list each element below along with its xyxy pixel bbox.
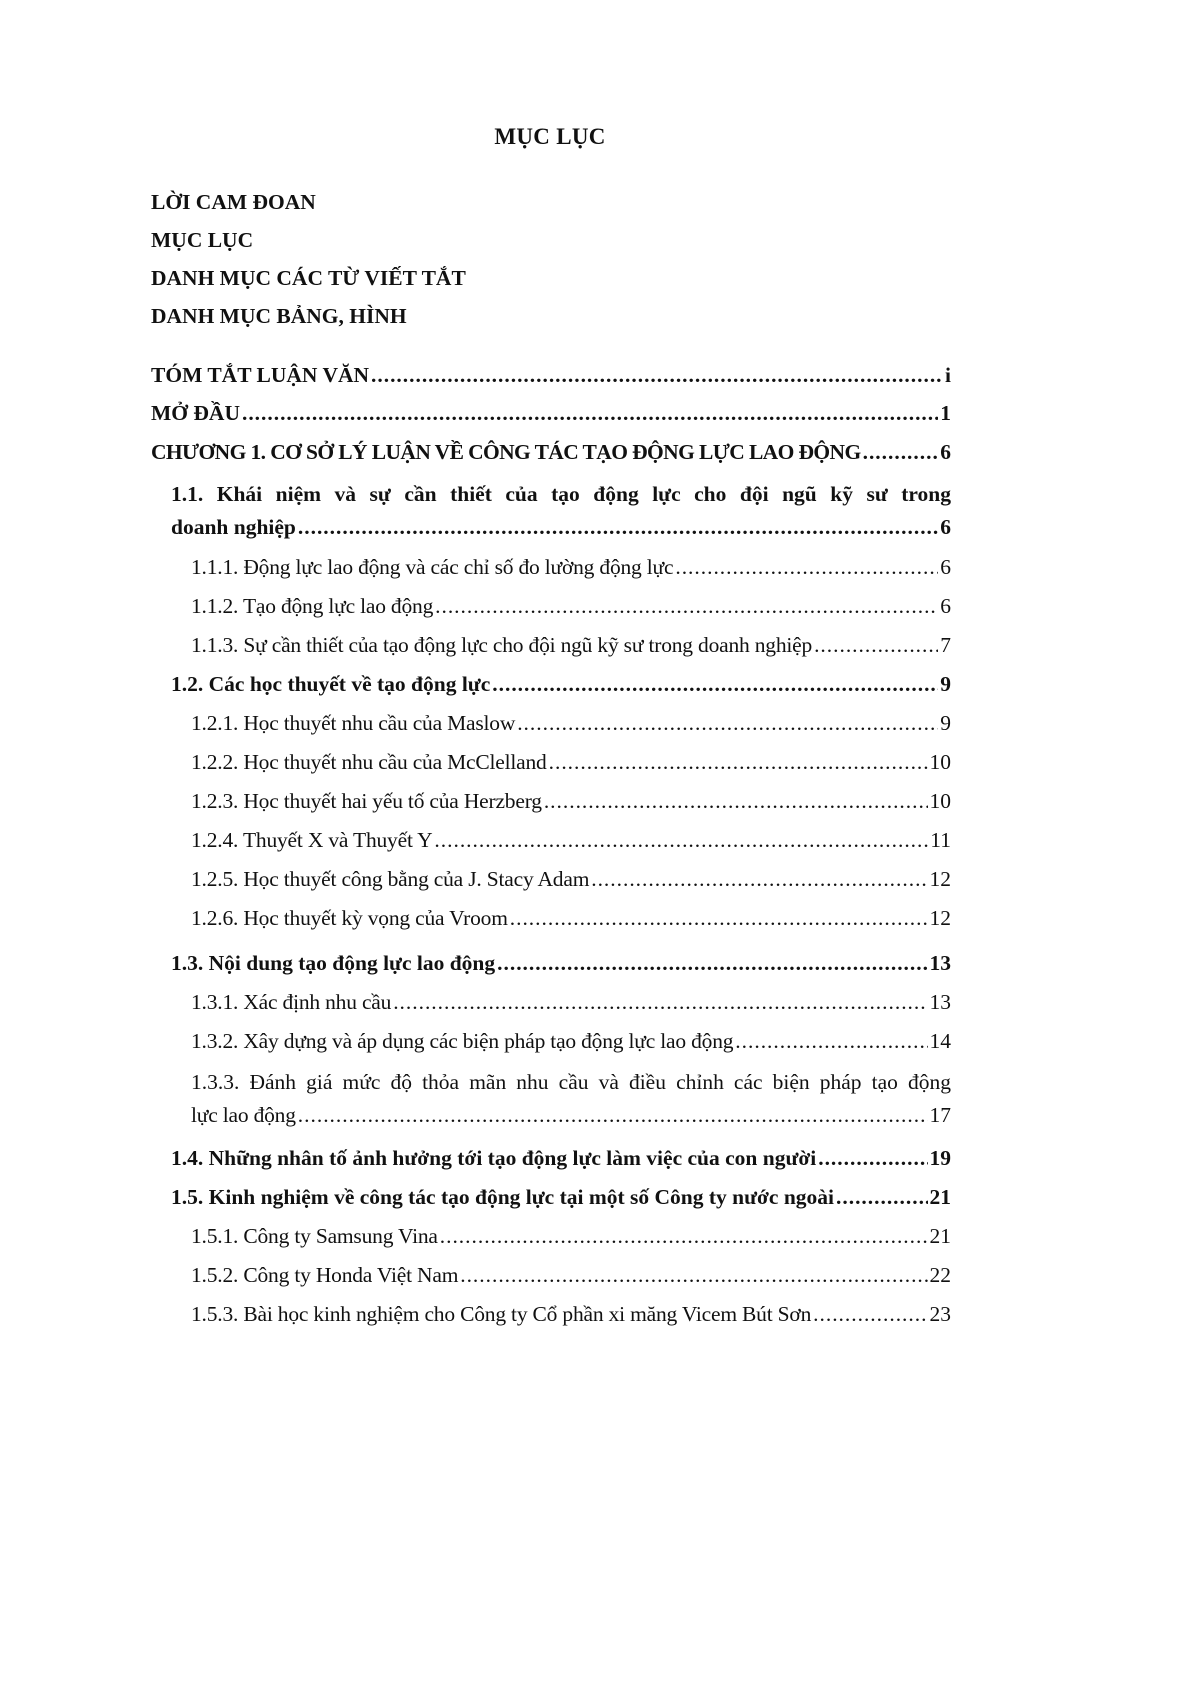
toc-entry-label: 1.2.3. Học thuyết hai yếu tố của Herzberg xyxy=(191,789,542,813)
toc-entry-tom-tat[interactable] xyxy=(151,359,951,392)
toc-entry-1-2-1[interactable] xyxy=(191,707,951,740)
dot-leader xyxy=(836,1181,927,1214)
toc-entry-1-2-6[interactable] xyxy=(191,902,951,935)
toc-entry-label: MỞ ĐẦU xyxy=(151,401,240,425)
toc-entry-mo-dau[interactable] xyxy=(151,397,951,430)
toc-page-number: i xyxy=(945,363,951,387)
toc-entry-1-2-3[interactable] xyxy=(191,785,951,818)
toc-page-number: 14 xyxy=(929,1029,951,1053)
dot-leader xyxy=(440,1220,928,1253)
toc-entry-label: DANH MỤC CÁC TỪ VIẾT TẮT xyxy=(151,266,466,290)
toc-page-number: 6 xyxy=(940,440,951,464)
toc-page-number: 23 xyxy=(929,1302,951,1326)
dot-leader xyxy=(497,947,927,980)
toc-entry-label: 1.2. Các học thuyết về tạo động lực xyxy=(171,672,491,696)
toc-entry-1-5[interactable] xyxy=(171,1181,951,1214)
toc-page-number: 21 xyxy=(929,1185,951,1209)
toc-page-number: 12 xyxy=(929,906,951,930)
toc-entry-label: 1.3.1. Xác định nhu cầu xyxy=(191,990,392,1014)
toc-page-number: 7 xyxy=(940,633,951,657)
toc-page-number: 9 xyxy=(940,711,951,735)
toc-page-number: 22 xyxy=(929,1263,951,1287)
toc-page-number: 12 xyxy=(929,867,951,891)
toc-entry-1-1-1[interactable] xyxy=(191,551,951,584)
toc-entry-label: 1.1.3. Sự cần thiết của tạo động lực cho đội ngũ kỹ sư trong doanh nghiệp xyxy=(191,633,813,657)
toc-entry-label: DANH MỤC BẢNG, HÌNH xyxy=(151,304,407,328)
dot-leader xyxy=(814,629,938,662)
toc-entry-1-3[interactable] xyxy=(171,947,951,980)
toc-page-number: 10 xyxy=(929,789,951,813)
toc-entry-danh-muc-bang-hinh[interactable] xyxy=(151,300,951,333)
toc-page-number: 13 xyxy=(929,990,951,1014)
dot-leader xyxy=(460,1259,927,1292)
toc-entry-label: 1.5.2. Công ty Honda Việt Nam xyxy=(191,1263,459,1287)
toc-entry-label-line2: lực lao động xyxy=(191,1103,296,1127)
toc-page-number: 6 xyxy=(940,594,951,618)
dot-leader xyxy=(863,436,939,469)
dot-leader xyxy=(371,359,943,392)
dot-leader xyxy=(549,746,928,779)
dot-leader xyxy=(517,707,938,740)
toc-entry-chuong-1[interactable] xyxy=(151,436,951,469)
toc-page-number: 6 xyxy=(940,555,951,579)
toc-entry-loi-cam-doan[interactable] xyxy=(151,186,951,219)
dot-leader xyxy=(675,551,938,584)
toc-entry-1-4[interactable] xyxy=(171,1142,951,1175)
toc-entry-label: LỜI CAM ĐOAN xyxy=(151,190,316,214)
toc-entry-label: 1.5.3. Bài học kinh nghiệm cho Công ty Cổ phần xi măng Vicem Bút Sơn xyxy=(191,1302,812,1326)
toc-entry-1-5-3[interactable] xyxy=(191,1298,951,1331)
toc-entry-1-1[interactable] xyxy=(171,478,951,544)
toc-entry-label-line1: 1.1. Khái niệm và sự cần thiết của tạo động lực cho đội ngũ kỹ sư trong xyxy=(171,482,951,506)
toc-entry-label: 1.2.2. Học thuyết nhu cầu của McClelland xyxy=(191,750,547,774)
toc-page-number: 13 xyxy=(929,951,951,975)
toc-entry-label: MỤC LỤC xyxy=(151,228,254,252)
dot-leader xyxy=(813,1298,927,1331)
toc-entry-1-5-1[interactable] xyxy=(191,1220,951,1253)
toc-page-number: 19 xyxy=(929,1146,951,1170)
dot-leader xyxy=(393,986,927,1019)
dot-leader xyxy=(298,1099,928,1132)
toc-entry-label: 1.2.1. Học thuyết nhu cầu của Maslow xyxy=(191,711,516,735)
toc-entry-label: 1.3. Nội dung tạo động lực lao động xyxy=(171,951,496,975)
toc-page-number: 11 xyxy=(930,828,951,852)
toc-entry-1-3-3[interactable] xyxy=(191,1066,951,1132)
toc-entry-1-3-2[interactable] xyxy=(191,1025,951,1058)
toc-entry-label: TÓM TẮT LUẬN VĂN xyxy=(151,363,370,387)
toc-entry-1-2-4[interactable] xyxy=(191,824,951,857)
toc-entry-muc-luc[interactable] xyxy=(151,224,951,257)
toc-entry-label: 1.2.6. Học thuyết kỳ vọng của Vroom xyxy=(191,906,508,930)
toc-entry-label: 1.1.2. Tạo động lực lao động xyxy=(191,594,434,618)
toc-entry-1-2[interactable] xyxy=(171,668,951,701)
page-title: MỤC LỤC xyxy=(494,124,606,149)
dot-leader xyxy=(544,785,928,818)
toc-page-number: 17 xyxy=(929,1103,951,1127)
dot-leader xyxy=(510,902,928,935)
dot-leader xyxy=(492,668,938,701)
toc-entry-label-line2: doanh nghiệp xyxy=(171,515,296,539)
toc-page-number: 9 xyxy=(940,672,951,696)
dot-leader xyxy=(298,511,938,544)
toc-entry-label: CHƯƠNG 1. CƠ SỞ LÝ LUẬN VỀ CÔNG TÁC TẠO ĐỘNG LỰC LAO ĐỘNG xyxy=(151,440,861,464)
dot-leader xyxy=(435,590,938,623)
toc-entry-1-3-1[interactable] xyxy=(191,986,951,1019)
toc-entry-label: 1.2.5. Học thuyết công bằng của J. Stacy Adam xyxy=(191,867,590,891)
toc-entry-1-5-2[interactable] xyxy=(191,1259,951,1292)
toc-entry-label: 1.5. Kinh nghiệm về công tác tạo động lực tại một số Công ty nước ngoài xyxy=(171,1185,835,1209)
dot-leader xyxy=(434,824,928,857)
dot-leader xyxy=(818,1142,927,1175)
toc-page-number: 6 xyxy=(940,515,951,539)
toc-entry-label-line1: 1.3.3. Đánh giá mức độ thỏa mãn nhu cầu và điều chỉnh các biện pháp tạo động xyxy=(191,1070,951,1094)
toc-entry-1-2-2[interactable] xyxy=(191,746,951,779)
toc-entry-danh-muc-tu-viet-tat[interactable] xyxy=(151,262,951,295)
toc-entry-label: 1.4. Những nhân tố ảnh hưởng tới tạo động lực làm việc của con người xyxy=(171,1146,817,1170)
toc-entry-1-1-2[interactable] xyxy=(191,590,951,623)
toc-page-number: 10 xyxy=(929,750,951,774)
toc-entry-label: 1.2.4. Thuyết X và Thuyết Y xyxy=(191,828,433,852)
dot-leader xyxy=(242,397,938,430)
toc-entry-label: 1.5.1. Công ty Samsung Vina xyxy=(191,1224,438,1248)
toc-entry-1-2-5[interactable] xyxy=(191,863,951,896)
toc-entry-1-1-3[interactable] xyxy=(191,629,951,662)
toc-entry-label: 1.3.2. Xây dựng và áp dụng các biện pháp tạo động lực lao động xyxy=(191,1029,734,1053)
toc-page-number: 1 xyxy=(940,401,951,425)
dot-leader xyxy=(591,863,927,896)
dot-leader xyxy=(735,1025,927,1058)
toc-page-number: 21 xyxy=(929,1224,951,1248)
toc-entry-label: 1.1.1. Động lực lao động và các chỉ số đo lường động lực xyxy=(191,555,674,579)
